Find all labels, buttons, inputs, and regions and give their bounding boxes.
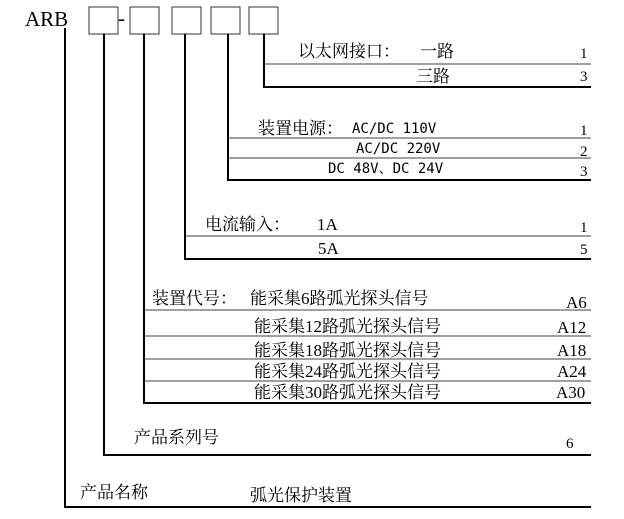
series-code: 6 [566,436,574,452]
device-option-label: 能采集6路弧光探头信号 [250,289,429,308]
device-option-code: A30 [556,383,586,402]
product-name-title: 产品名称 [80,483,148,502]
code-box-3 [172,7,201,34]
device-code-title: 装置代号： [152,289,237,308]
current-option-2-label: 5A [318,239,339,258]
series-title: 产品系列号 [134,428,219,447]
power-title: 装置电源： [258,119,343,138]
power-option-1-label: AC/DC 110V [352,121,437,137]
current-title: 电流输入： [205,215,290,234]
ethernet-option-1-code: 1 [580,46,588,62]
ethernet-option-2-label: 三路 [416,67,450,86]
device-option-code: A12 [557,318,587,337]
device-option-code: A6 [566,293,587,312]
current-option-1-code: 1 [580,220,588,236]
ethernet-option-2-code: 3 [580,69,588,85]
power-option-2-label: AC/DC 220V [356,141,441,157]
power-option-3-label: DC 48V、DC 24V [328,161,444,177]
device-option-label: 能采集24路弧光探头信号 [254,362,441,381]
current-option-1-label: 1A [317,215,338,234]
code-box-4 [211,7,240,34]
device-option-label: 能采集12路弧光探头信号 [254,317,441,336]
code-box-1 [89,7,118,34]
model-dash: - [118,6,125,30]
current-option-2-code: 5 [580,242,588,258]
code-box-5 [249,7,278,34]
device-option-code: A18 [557,341,587,360]
ethernet-option-1-label: 一路 [420,42,454,61]
code-box-2 [130,7,159,34]
power-option-2-code: 2 [580,144,588,160]
power-option-1-code: 1 [580,123,588,139]
model-prefix: ARB [25,7,69,31]
device-option-label: 能采集30路弧光探头信号 [254,383,441,402]
power-option-3-code: 3 [580,164,588,180]
product-name-value: 弧光保护装置 [250,486,352,505]
device-option-label: 能采集18路弧光探头信号 [254,341,441,360]
device-option-code: A24 [557,362,587,381]
ethernet-title: 以太网接口： [298,42,400,61]
